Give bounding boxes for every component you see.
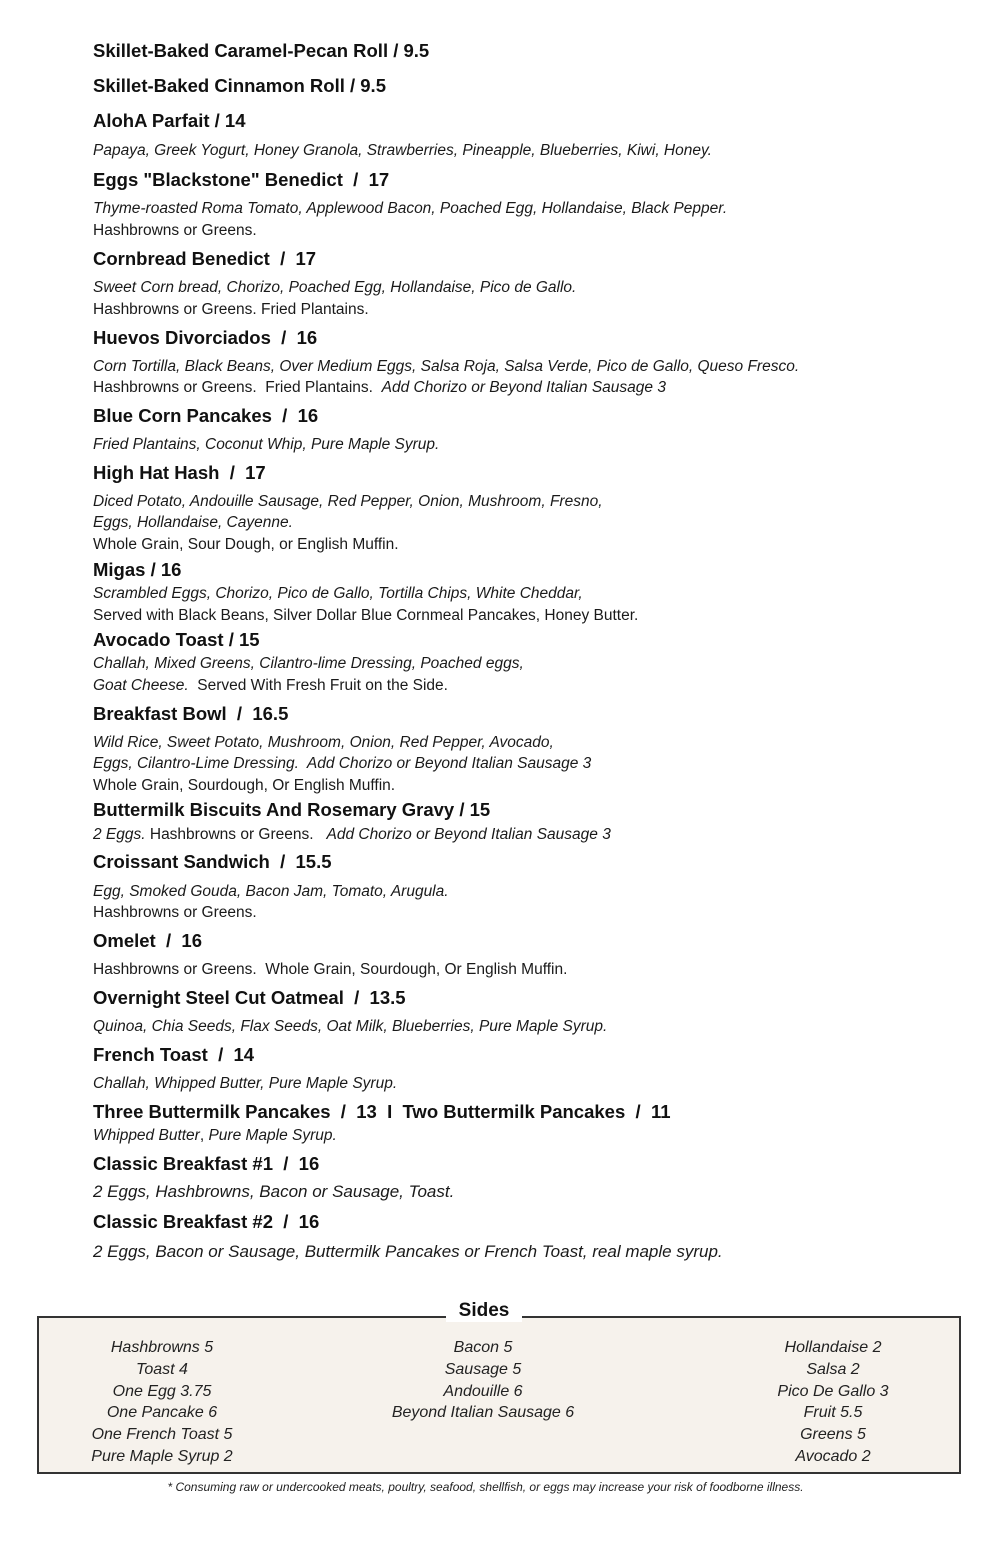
menu-item-description bbox=[93, 656, 524, 672]
menu-item-description bbox=[93, 537, 399, 553]
menu-item-description bbox=[93, 1183, 454, 1200]
text-segment: Wild Rice, Sweet Potato, Mushroom, Onion, Red Pepper, Avocado, bbox=[93, 734, 554, 752]
text-segment: Migas / 16 bbox=[93, 558, 182, 580]
menu-item-description bbox=[93, 380, 666, 396]
menu-item-description bbox=[93, 223, 257, 239]
text-segment: Diced Potato, Andouille Sausage, Red Pepper, Onion, Mushroom, Fresno, bbox=[93, 493, 603, 511]
text-segment: Eggs, Hollandaise, Cayenne. bbox=[93, 514, 293, 532]
menu-item-title bbox=[93, 1210, 320, 1232]
text-segment: , bbox=[199, 1127, 209, 1145]
text-segment: Buttermilk Biscuits And Rosemary Gravy / 15 bbox=[93, 798, 491, 820]
text-segment: Classic Breakfast #1 / 16 bbox=[93, 1152, 320, 1174]
text-segment: Served with Black Beans, Silver Dollar Blue Cornmeal Pancakes, Honey Butter. bbox=[93, 607, 639, 625]
text-segment: Fried Plantains, Coconut Whip, Pure Maple Syrup. bbox=[93, 436, 440, 454]
menu-item-title bbox=[93, 558, 182, 580]
side-item: Andouille 6 bbox=[443, 1382, 523, 1400]
text-segment: Add Chorizo or Beyond Italian Sausage 3 bbox=[326, 826, 611, 844]
menu-item-description bbox=[93, 494, 603, 510]
menu-item-title bbox=[93, 109, 246, 131]
text-segment: Papaya, Greek Yogurt, Honey Granola, Strawberries, Pineapple, Blueberries, Kiwi, Honey. bbox=[93, 142, 712, 160]
menu-item-title bbox=[93, 247, 317, 269]
side-item: Avocado 2 bbox=[795, 1447, 871, 1465]
text-segment: Egg, Smoked Gouda, Bacon Jam, Tomato, Arugula. bbox=[93, 883, 449, 901]
menu-item-description bbox=[93, 827, 611, 843]
text-segment: Eggs "Blackstone" Benedict / 17 bbox=[93, 168, 390, 190]
text-segment: Huevos Divorciados / 16 bbox=[93, 326, 318, 348]
text-segment: Breakfast Bowl / 16.5 bbox=[93, 702, 289, 724]
menu-item-description bbox=[93, 280, 576, 296]
text-segment: Hashbrowns or Greens. Fried Plantains. bbox=[93, 301, 369, 319]
menu-item-description bbox=[93, 756, 591, 772]
text-segment: Omelet / 16 bbox=[93, 929, 202, 951]
menu-item-description bbox=[93, 1076, 397, 1092]
menu-item-title bbox=[93, 929, 202, 951]
text-segment: Thyme-roasted Roma Tomato, Applewood Bacon, Poached Egg, Hollandaise, Black Pepper. bbox=[93, 200, 728, 218]
menu-item-description bbox=[93, 302, 369, 318]
side-item: Sausage 5 bbox=[444, 1360, 522, 1378]
text-segment: Served With Fresh Fruit on the Side. bbox=[188, 677, 448, 695]
text-segment: Challah, Whipped Butter, Pure Maple Syrup. bbox=[93, 1075, 398, 1093]
menu-item-title bbox=[93, 798, 491, 820]
text-segment: Three Buttermilk Pancakes / 13 I Two Buttermilk Pancakes / 11 bbox=[93, 1100, 671, 1122]
text-segment: Sweet Corn bread, Chorizo, Poached Egg, Hollandaise, Pico de Gallo. bbox=[93, 279, 577, 297]
menu-item-description bbox=[93, 143, 712, 159]
menu-item-title bbox=[93, 326, 318, 348]
side-item: Pico De Gallo 3 bbox=[777, 1382, 889, 1400]
text-segment: Skillet-Baked Caramel-Pecan Roll / 9.5 bbox=[93, 39, 430, 61]
text-segment: 2 Eggs, Bacon or Sausage, Buttermilk Pancakes or French Toast, real maple syrup. bbox=[93, 1241, 723, 1261]
text-segment: Hashbrowns or Greens. bbox=[93, 904, 257, 922]
text-segment: 2 Eggs. bbox=[93, 826, 146, 844]
text-segment: Hashbrowns or Greens. Whole Grain, Sourdough, Or English Muffin. bbox=[93, 961, 568, 979]
side-item: One Pancake 6 bbox=[106, 1404, 218, 1422]
side-item: Pure Maple Syrup 2 bbox=[91, 1447, 233, 1465]
text-segment: Eggs, Cilantro-Lime Dressing. Add Chorizo or Beyond Italian Sausage 3 bbox=[93, 755, 592, 773]
menu-item-description bbox=[93, 437, 439, 453]
menu-item-description bbox=[93, 962, 567, 978]
menu-item-description bbox=[93, 735, 554, 751]
menu-item-description bbox=[93, 778, 395, 794]
side-item: Toast 4 bbox=[136, 1360, 188, 1378]
side-item: One Egg 3.75 bbox=[112, 1382, 212, 1400]
text-segment: AlohA Parfait / 14 bbox=[93, 109, 246, 131]
side-item: One French Toast 5 bbox=[91, 1426, 233, 1444]
text-segment: Avocado Toast / 15 bbox=[93, 628, 260, 650]
side-item: Hashbrowns 5 bbox=[110, 1339, 214, 1356]
menu-item-title bbox=[93, 850, 332, 872]
menu-item-description bbox=[93, 608, 638, 624]
text-segment: Corn Tortilla, Black Beans, Over Medium Eggs, Salsa Roja, Salsa Verde, Pico de Gallo, Queso Fresco. bbox=[93, 358, 800, 376]
side-item: Fruit 5.5 bbox=[803, 1404, 863, 1422]
menu-item-description bbox=[93, 359, 799, 375]
text-segment: Scrambled Eggs, Chorizo, Pico de Gallo, Tortilla Chips, White Cheddar, bbox=[93, 585, 583, 603]
text-segment: Hashbrowns or Greens. bbox=[93, 222, 257, 240]
side-item: Greens 5 bbox=[800, 1426, 866, 1444]
menu-item-description bbox=[93, 905, 257, 921]
menu-item-description bbox=[93, 884, 449, 900]
text-segment: Hashbrowns or Greens. bbox=[145, 826, 327, 844]
sides-column-3 bbox=[683, 1337, 983, 1468]
menu-item-title bbox=[93, 1043, 255, 1065]
text-segment: Overnight Steel Cut Oatmeal / 13.5 bbox=[93, 986, 406, 1008]
side-item: Salsa 2 bbox=[806, 1360, 860, 1378]
menu-item-title bbox=[93, 628, 260, 650]
menu-item-title bbox=[93, 702, 289, 724]
text-segment: Whole Grain, Sour Dough, or English Muffin. bbox=[93, 536, 399, 554]
text-segment: Hashbrowns or Greens. Fried Plantains. bbox=[93, 379, 382, 397]
menu-item-description bbox=[93, 678, 448, 694]
text-segment: Classic Breakfast #2 / 16 bbox=[93, 1210, 320, 1232]
text-segment: Add Chorizo or Beyond Italian Sausage 3 bbox=[381, 379, 666, 397]
text-segment: Cornbread Benedict / 17 bbox=[93, 247, 317, 269]
menu-item-title bbox=[93, 986, 406, 1008]
menu-item-title bbox=[93, 404, 319, 426]
sides-column-2 bbox=[333, 1337, 633, 1424]
menu-item-title bbox=[93, 1100, 671, 1122]
text-segment: Quinoa, Chia Seeds, Flax Seeds, Oat Milk, Blueberries, Pure Maple Syrup. bbox=[93, 1018, 608, 1036]
food-safety-footnote: * Consuming raw or undercooked meats, poultry, seafood, shellfish, or eggs may increase your risk of foodborne illness. bbox=[167, 1480, 804, 1494]
text-segment: Skillet-Baked Cinnamon Roll / 9.5 bbox=[93, 74, 386, 96]
text-segment: Challah, Mixed Greens, Cilantro-lime Dressing, Poached eggs, bbox=[93, 655, 524, 673]
text-segment: Blue Corn Pancakes / 16 bbox=[93, 404, 319, 426]
text-segment: French Toast / 14 bbox=[93, 1043, 255, 1065]
text-segment: Pure Maple Syrup. bbox=[208, 1127, 337, 1145]
side-item: Beyond Italian Sausage 6 bbox=[391, 1404, 575, 1422]
menu-item-title bbox=[93, 461, 266, 483]
menu-item-description bbox=[93, 1019, 607, 1035]
menu-item-description bbox=[93, 201, 727, 217]
menu-item-title bbox=[93, 1152, 320, 1174]
text-segment: Whipped Butter bbox=[93, 1127, 200, 1145]
menu-item-description bbox=[93, 515, 293, 531]
menu-item-title bbox=[93, 39, 430, 61]
side-item: Hollandaise 2 bbox=[784, 1339, 882, 1356]
side-item: Bacon 5 bbox=[453, 1339, 513, 1356]
menu-item-title bbox=[93, 168, 390, 190]
text-segment: Goat Cheese. bbox=[93, 677, 189, 695]
text-segment: Whole Grain, Sourdough, Or English Muffin. bbox=[93, 777, 396, 795]
text-segment: Croissant Sandwich / 15.5 bbox=[93, 850, 332, 872]
text-segment: 2 Eggs, Hashbrowns, Bacon or Sausage, Toast. bbox=[93, 1181, 455, 1201]
menu-item-description bbox=[93, 586, 583, 602]
text-segment: High Hat Hash / 17 bbox=[93, 461, 266, 483]
sides-title: Sides bbox=[446, 1300, 522, 1322]
sides-column-1 bbox=[12, 1337, 312, 1468]
menu-item-description bbox=[93, 1243, 723, 1260]
menu-item-description bbox=[93, 1128, 337, 1144]
menu-item-title bbox=[93, 74, 386, 96]
